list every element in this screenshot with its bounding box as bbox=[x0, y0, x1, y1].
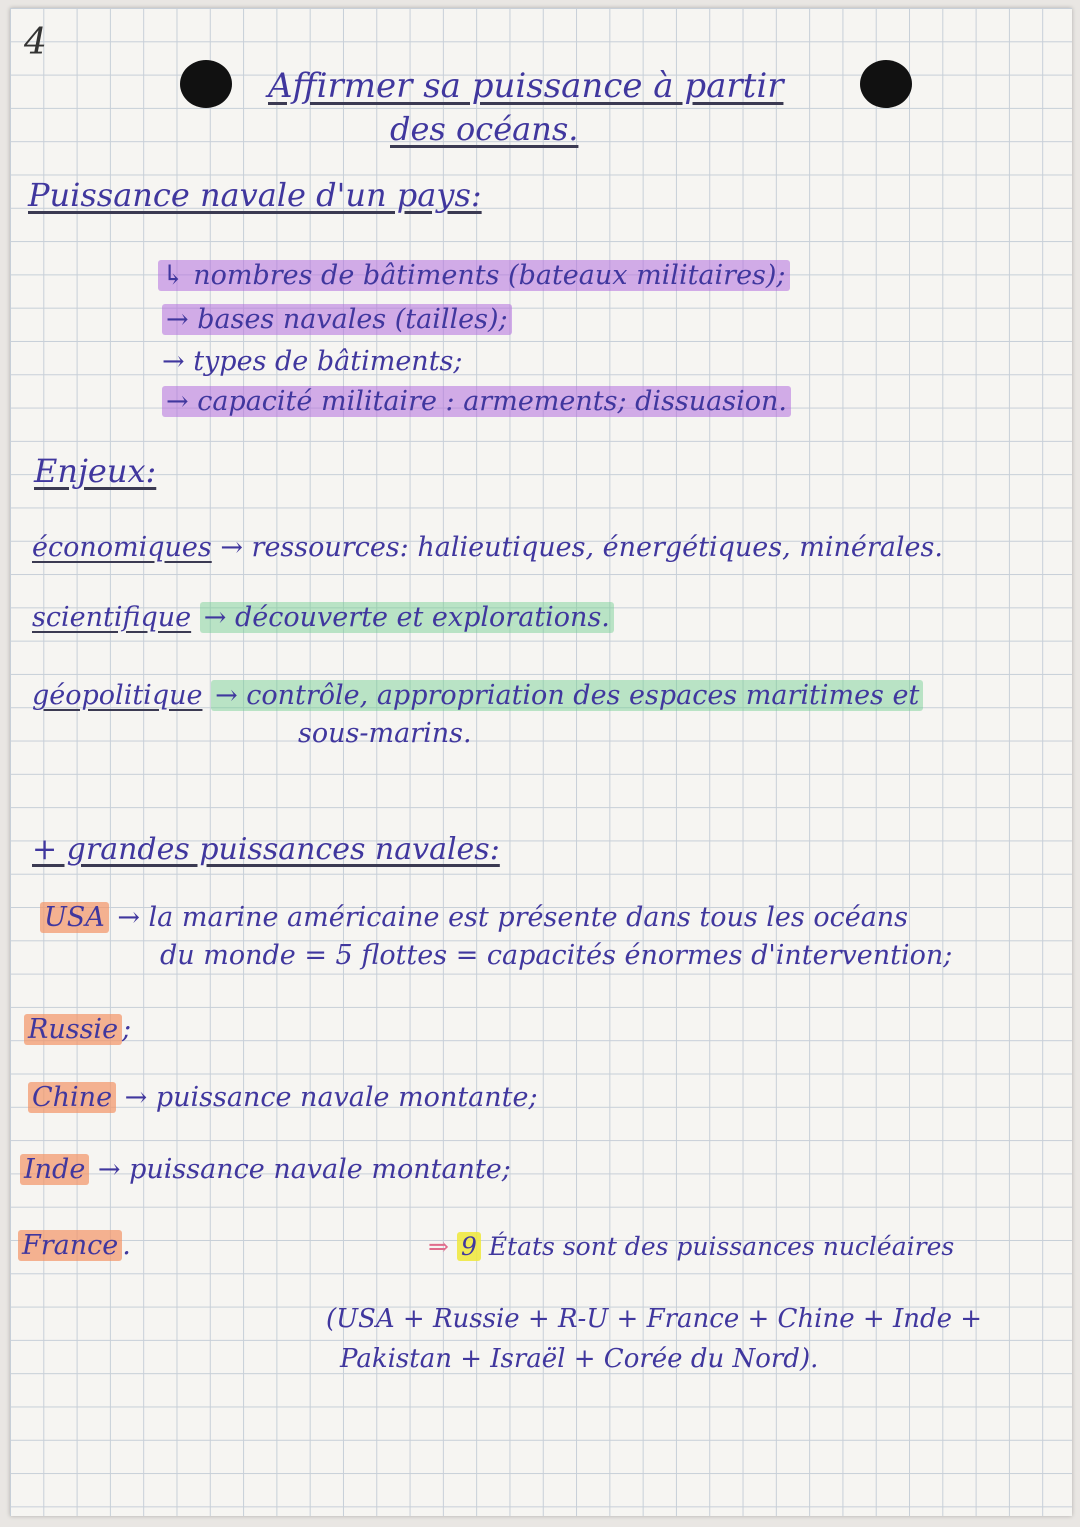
grandes-france bbox=[18, 1230, 131, 1261]
puissance-item-2 bbox=[162, 304, 512, 335]
puissance-item-1-text: ↳ nombres de bâtiments (bateaux militaires); bbox=[158, 260, 790, 291]
enjeux-economiques bbox=[32, 532, 943, 563]
nuclear-list-line1: (USA + Russie + R-U + France + Chine + Inde + bbox=[326, 1304, 983, 1334]
enjeux-heading: Enjeux: bbox=[34, 452, 157, 490]
inde-text: → puissance navale montante; bbox=[97, 1154, 511, 1185]
chine-label: Chine bbox=[28, 1082, 116, 1113]
page-number: 4 bbox=[24, 22, 47, 63]
russie-label: Russie bbox=[24, 1014, 122, 1045]
usa-text: → la marine américaine est présente dans tous les océans bbox=[117, 902, 909, 933]
usa-label: USA bbox=[40, 902, 109, 933]
enjeux-sci-label: scientifique bbox=[32, 602, 192, 633]
puissance-item-1 bbox=[158, 260, 790, 291]
notebook-page bbox=[10, 8, 1072, 1516]
enjeux-geo-text: → contrôle, appropriation des espaces maritimes et bbox=[211, 680, 923, 711]
nuclear-text: États sont des puissances nucléaires bbox=[488, 1232, 955, 1261]
grandes-chine bbox=[28, 1082, 538, 1113]
enjeux-geo-text-line2: sous-marins. bbox=[298, 718, 472, 749]
puissance-item-4 bbox=[162, 386, 791, 417]
nuclear-list-line2: Pakistan + Israël + Corée du Nord). bbox=[340, 1344, 819, 1374]
russie-text: ; bbox=[122, 1014, 132, 1045]
nuclear-count: 9 bbox=[457, 1232, 481, 1261]
france-text: . bbox=[122, 1230, 131, 1261]
chine-text: → puissance navale montante; bbox=[124, 1082, 538, 1113]
enjeux-eco-text: → ressources: halieutiques, énergétiques, minérales. bbox=[220, 532, 943, 563]
page-title-line1: Affirmer sa puissance à partir bbox=[268, 66, 784, 106]
double-arrow-icon: ⇒ bbox=[428, 1232, 449, 1261]
france-label: France bbox=[18, 1230, 122, 1261]
inde-label: Inde bbox=[20, 1154, 89, 1185]
grandes-inde bbox=[20, 1154, 511, 1185]
puissance-item-4-text: → capacité militaire : armements; dissuasion. bbox=[162, 386, 791, 417]
nuclear-note bbox=[428, 1232, 954, 1261]
enjeux-geopolitique bbox=[32, 680, 923, 711]
puissance-item-3: → types de bâtiments; bbox=[162, 346, 463, 377]
grandes-russie bbox=[24, 1014, 131, 1045]
binder-hole-left bbox=[180, 60, 232, 108]
page-title-line2: des océans. bbox=[390, 110, 579, 148]
enjeux-sci-text: → découverte et explorations. bbox=[200, 602, 614, 633]
enjeux-eco-label: économiques bbox=[32, 532, 212, 563]
enjeux-geo-label: géopolitique bbox=[32, 680, 203, 711]
puissance-item-2-text: → bases navales (tailles); bbox=[162, 304, 512, 335]
grandes-usa bbox=[40, 902, 908, 933]
enjeux-scientifique bbox=[32, 602, 614, 633]
grandes-heading: + grandes puissances navales: bbox=[32, 832, 500, 867]
puissance-heading: Puissance navale d'un pays: bbox=[28, 176, 482, 214]
binder-hole-right bbox=[860, 60, 912, 108]
usa-text-line2: du monde = 5 flottes = capacités énormes d'intervention; bbox=[160, 940, 953, 971]
